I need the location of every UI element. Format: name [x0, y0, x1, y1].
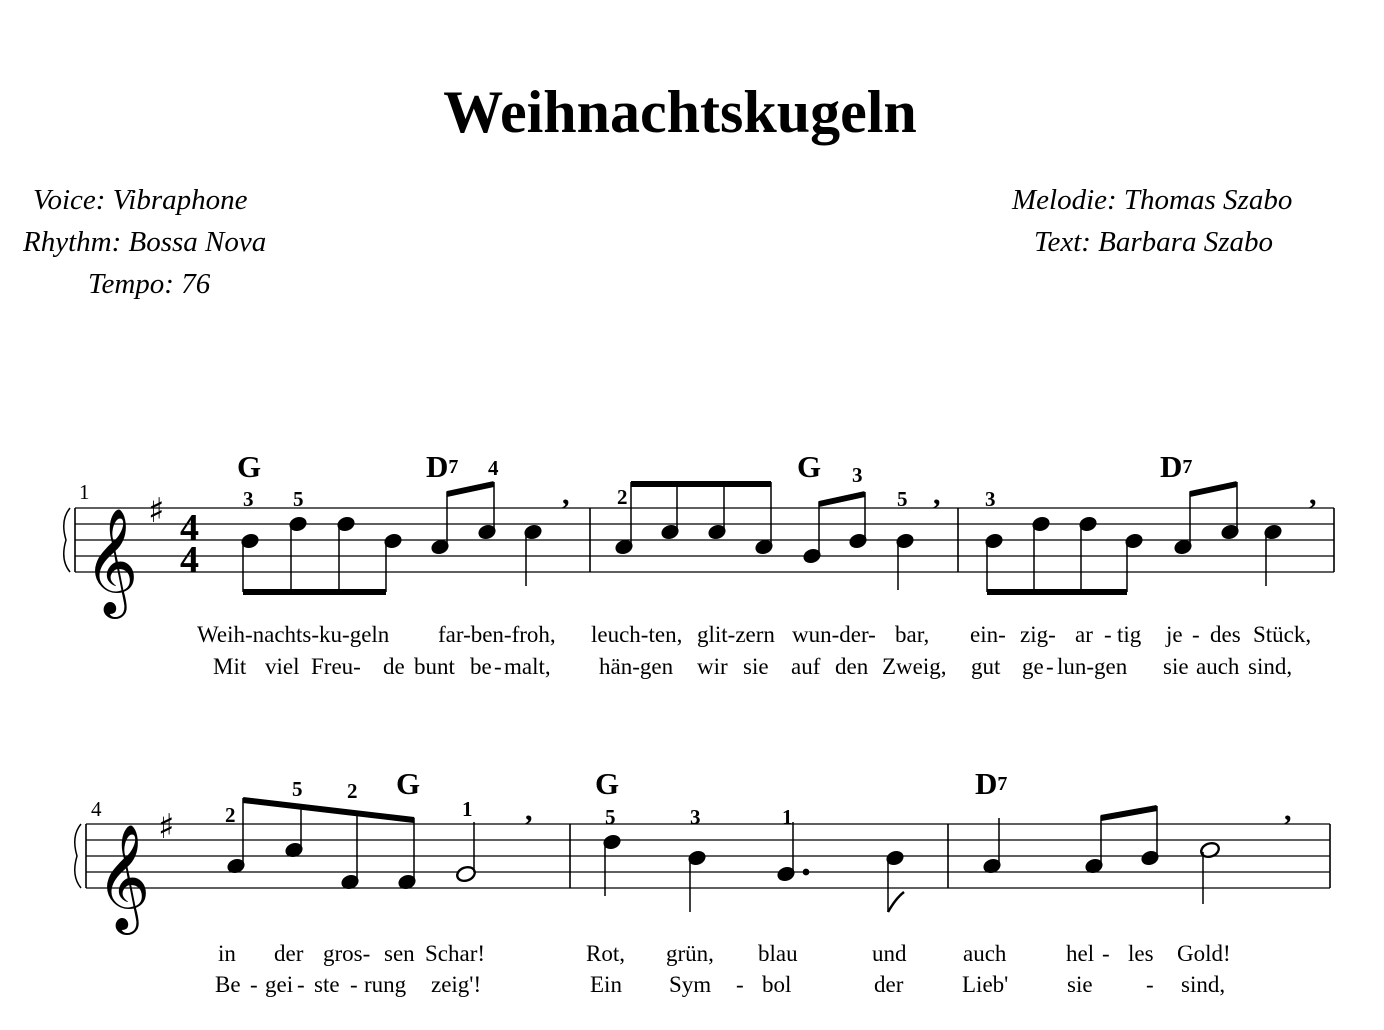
staff-lines-system-1: [75, 508, 1334, 572]
lyric-syllable: -: [1102, 941, 1110, 966]
lyric-syllable: -: [350, 972, 358, 997]
lyric-syllable: -: [1192, 622, 1200, 647]
lyric-syllable: gut: [971, 654, 1001, 679]
lyric-syllable: der: [274, 941, 304, 966]
treble-clefs: [84, 507, 150, 935]
lyric-syllable: gei: [265, 972, 294, 997]
breath-mark: ,: [1284, 794, 1292, 827]
fingering: 3: [243, 487, 254, 511]
lyric-syllable: far-ben-froh,: [438, 622, 556, 647]
lyric-syllable: Rot,: [586, 941, 625, 966]
lyric-syllable: bar,: [895, 622, 930, 647]
lyric-syllable: auf: [791, 654, 821, 679]
lyric-syllable: leuch-ten,: [591, 622, 683, 647]
lyric-syllable: zig-: [1020, 622, 1056, 647]
chord-symbol: $D^7$: [1160, 449, 1193, 484]
fingering: 1: [782, 805, 793, 829]
chord-symbol: G: [237, 449, 262, 484]
lyric-syllable: Lieb': [962, 972, 1009, 997]
lyric-syllable: blau: [758, 941, 798, 966]
lyric-syllable: les: [1128, 941, 1154, 966]
lyric-syllable: sie: [1163, 654, 1189, 679]
lyric-syllable: bol: [762, 972, 792, 997]
chord-symbol: G: [797, 449, 822, 484]
fingering: 3: [852, 463, 863, 487]
measure-number: 1: [79, 480, 90, 504]
lyric-syllable: der: [874, 972, 904, 997]
key-signatures: [148, 491, 174, 847]
lyric-syllable: rung: [364, 972, 407, 997]
svg-text:𝄞: 𝄞: [84, 507, 139, 614]
fingering: 5: [293, 487, 304, 511]
lyric-syllable: -: [1046, 654, 1054, 679]
svg-text:♯: ♯: [148, 491, 165, 531]
lyric-syllable: ein-: [970, 622, 1006, 647]
svg-text:♯: ♯: [158, 807, 175, 847]
fingering: 2: [347, 779, 358, 803]
lyric-syllable: den: [835, 654, 869, 679]
notes-system-2: [226, 798, 1220, 912]
fingering: 5: [897, 487, 908, 511]
lyric-syllable: sie: [1067, 972, 1093, 997]
lyric-syllable: -: [1146, 972, 1154, 997]
braces: [64, 508, 81, 888]
measure-number: 4: [91, 797, 102, 821]
lyric-syllable: lun-gen: [1057, 654, 1128, 679]
lyric-syllable: sie: [743, 654, 769, 679]
rhythm-info: Rhythm: Bossa Nova: [23, 226, 267, 258]
lyric-syllable: Schar!: [425, 941, 486, 966]
svg-text:𝄞: 𝄞: [96, 823, 151, 930]
fingering: 2: [617, 485, 628, 509]
lyric-syllable: Stück,: [1253, 622, 1312, 647]
lyric-syllable: sind,: [1181, 972, 1226, 997]
voice-info: Voice: Vibraphone: [33, 184, 248, 216]
lyric-syllable: hel: [1066, 941, 1095, 966]
lyric-syllable: -: [250, 972, 258, 997]
melody-credit: Melodie: Thomas Szabo: [1012, 184, 1293, 216]
breath-mark: ,: [525, 794, 533, 827]
chord-symbol: G: [396, 766, 421, 801]
breath-mark: ,: [933, 478, 941, 511]
lyric-syllable: zeig'!: [431, 972, 482, 997]
lyric-syllable: auch: [963, 941, 1007, 966]
lyric-syllable: malt,: [504, 654, 551, 679]
lyric-syllable: Gold!: [1177, 941, 1231, 966]
chord-symbol: G: [595, 766, 620, 801]
fingering: 1: [462, 797, 473, 821]
lyric-syllable: hän-gen: [599, 654, 674, 679]
lyric-syllable: und: [872, 941, 907, 966]
notes-system-1: [240, 482, 1282, 592]
lyric-syllable: glit-zern: [697, 622, 775, 647]
lyric-syllable: Ein: [590, 972, 622, 997]
text-credit: Text: Barbara Szabo: [1034, 226, 1273, 258]
lyric-syllable: ar: [1075, 622, 1093, 647]
lyric-syllable: Freu-: [311, 654, 361, 679]
song-title: Weihnachtskugeln: [443, 79, 917, 145]
chord-symbol: $D^7$: [426, 449, 459, 484]
chord-symbol: $D^7$: [975, 766, 1008, 801]
fingering: 5: [605, 805, 616, 829]
lyric-syllable: ste: [314, 972, 340, 997]
lyric-syllable: Weih-nachts-ku-geln: [197, 622, 390, 647]
barlines: [75, 508, 1334, 888]
lyric-syllable: -: [736, 972, 744, 997]
lyric-syllable: tig: [1117, 622, 1142, 647]
lyric-syllable: auch: [1196, 654, 1240, 679]
lyric-syllable: des: [1210, 622, 1241, 647]
lyric-syllable: grün,: [666, 941, 714, 966]
lyric-syllable: wir: [697, 654, 728, 679]
lyric-syllable: viel: [265, 654, 300, 679]
lyric-syllable: Sym: [669, 972, 712, 997]
lyric-syllable: -: [1104, 622, 1112, 647]
lyric-syllable: Be: [215, 972, 241, 997]
lyric-syllable: sen: [384, 941, 415, 966]
lyric-syllable: je: [1166, 622, 1183, 647]
breath-mark: ,: [562, 478, 570, 511]
lyric-syllable: bunt: [414, 654, 455, 679]
fingering: 3: [690, 805, 701, 829]
fingering: 2: [225, 803, 236, 827]
svg-text:4: 4: [180, 539, 199, 581]
lyric-syllable: Mit: [213, 654, 247, 679]
svg-text:4: 4: [180, 507, 199, 549]
lyric-syllable: in: [218, 941, 236, 966]
lyric-syllable: Zweig,: [882, 654, 947, 679]
tempo-info: Tempo: 76: [88, 268, 211, 300]
lyric-syllable: sind,: [1248, 654, 1293, 679]
breath-mark: ,: [1309, 478, 1317, 511]
lyric-syllable: be: [470, 654, 492, 679]
lyric-syllable: -: [297, 972, 305, 997]
fingering: 3: [985, 487, 996, 511]
time-signature: [180, 507, 199, 581]
fingering: 4: [488, 456, 499, 480]
lyric-syllable: de: [383, 654, 405, 679]
lyric-syllable: ge: [1022, 654, 1044, 679]
lyric-syllable: wun-der-: [792, 622, 876, 647]
lyric-syllable: -: [494, 654, 502, 679]
fingering: 5: [292, 777, 303, 801]
lyric-syllable: gros-: [323, 941, 371, 966]
